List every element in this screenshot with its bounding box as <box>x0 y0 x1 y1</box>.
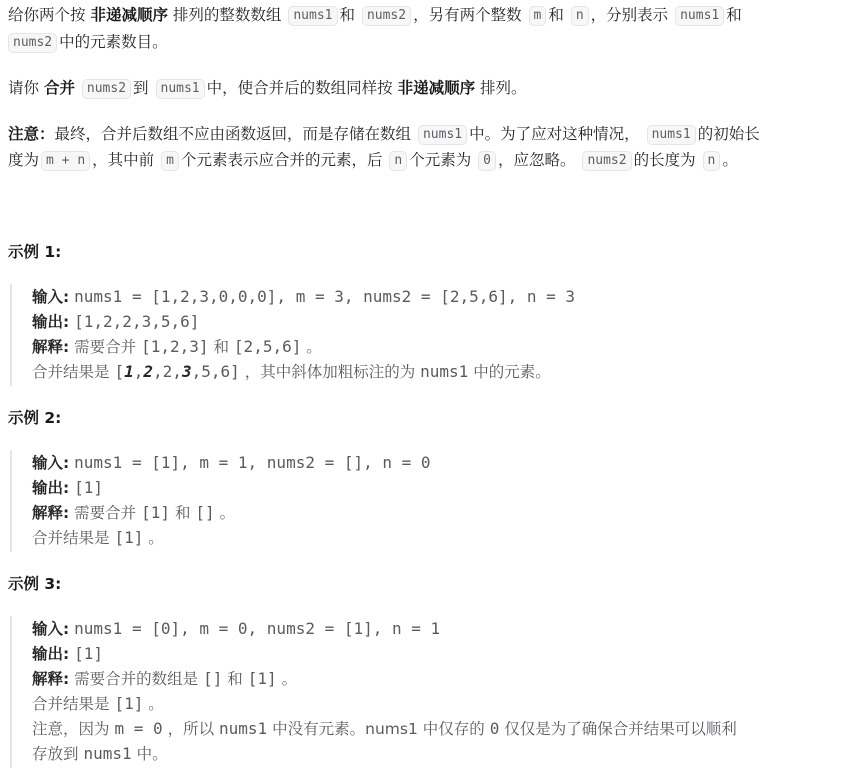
text: 存放到 <box>32 745 79 763</box>
note-label: 注意： <box>8 125 55 143</box>
text: 仅仅是为了确保合并结果可以顺利 <box>504 720 737 738</box>
inline-code-nums2: nums2 <box>362 6 411 26</box>
text: ，其中前 <box>92 151 155 169</box>
mono-text: nums1 <box>83 744 132 763</box>
inline-code-n: n <box>703 151 721 171</box>
text: 中没有元素。nums1 中仅存的 <box>272 720 485 738</box>
text: 请你 <box>8 79 40 97</box>
inline-code-nums1: nums1 <box>675 6 724 26</box>
inline-code-n: n <box>571 6 589 26</box>
text: 。 <box>306 338 322 356</box>
output-label: 输出: <box>32 645 70 663</box>
inline-code-nums1: nums1 <box>647 125 696 145</box>
mono-text: [2,5,6] <box>233 337 302 356</box>
text: 需要合并 <box>74 338 137 356</box>
text: 中，使合并后的数组同样按 <box>206 79 393 97</box>
text: 中。为了应对这种情况， <box>469 125 640 143</box>
example-3-title: 示例 3: <box>8 575 62 593</box>
text: 合并结果是 <box>32 695 110 713</box>
example-1-block <box>10 284 864 386</box>
text: 需要合并 <box>74 504 137 522</box>
text: 的长度为 <box>633 151 696 169</box>
text: 合并结果是 <box>32 529 110 547</box>
merged-result: [1,2,2,3,5,6] <box>114 362 240 381</box>
description-paragraph-1-cont <box>8 30 168 54</box>
bracket: [ <box>114 362 125 381</box>
non-decreasing-order-bold: 非递减顺序 <box>90 6 168 24</box>
text: 中。 <box>136 745 168 763</box>
explain-label: 解释: <box>32 504 70 522</box>
example-3-note-cont <box>32 741 168 766</box>
text: 和 <box>213 338 229 356</box>
text: 需要合并的数组是 <box>74 670 199 688</box>
text: 。 <box>148 529 164 547</box>
text: 和 <box>339 6 356 24</box>
inline-code-m-plus-n: m + n <box>41 151 90 171</box>
description-paragraph-1 <box>8 3 742 27</box>
bold-italic-element: 3 <box>181 362 192 381</box>
text: 最终，合并后数组不应由函数返回，而是存储在数组 <box>54 125 412 143</box>
bold-italic-element: 1 <box>124 362 134 381</box>
text: 给你两个按 <box>8 6 86 24</box>
mono-text: [1] <box>114 694 144 713</box>
text: 。 <box>281 670 298 688</box>
example-2-block <box>10 450 864 552</box>
text: 和 <box>174 504 191 522</box>
mono-text: [1] <box>141 503 170 522</box>
example-1-result <box>32 359 551 384</box>
inline-code-nums2: nums2 <box>582 151 631 171</box>
text: 个元素为 <box>409 151 472 169</box>
bold-italic-element: 2 <box>143 362 154 381</box>
text: 的初始长 <box>697 125 760 143</box>
mono-text: nums1 <box>219 719 268 738</box>
example-3-explain <box>32 666 297 691</box>
inline-code-m: m <box>529 6 547 26</box>
output-label: 输出: <box>32 313 70 331</box>
inline-code-zero: 0 <box>478 151 496 171</box>
example-input-value: nums1 = [1,2,3,0,0,0], m = 3, nums2 = [2,5,6], n = 3 <box>74 287 576 306</box>
inline-code-nums1: nums1 <box>156 79 205 99</box>
example-2-result <box>32 525 164 550</box>
example-2-explain <box>32 500 235 525</box>
description-paragraph-3 <box>8 122 760 146</box>
inline-code-nums1: nums1 <box>418 125 467 145</box>
text: 和 <box>227 670 243 688</box>
inline-code-nums2: nums2 <box>8 33 57 53</box>
mono-text: 0 <box>489 719 500 738</box>
mono-text: [] <box>203 669 223 688</box>
text: 排列的整数数组 <box>172 6 282 24</box>
example-3-result <box>32 691 164 716</box>
mono-text: [] <box>195 503 215 522</box>
text: 合并结果是 <box>32 363 110 381</box>
text: ，其中斜体加粗标注的为 <box>244 363 416 381</box>
example-2-input <box>32 450 431 475</box>
example-1-output <box>32 309 199 334</box>
text: ，应忽略。 <box>498 151 576 169</box>
text: 。 <box>148 695 164 713</box>
text: 和 <box>726 6 742 24</box>
mono-text: [1] <box>114 528 144 547</box>
example-output-value: [1,2,2,3,5,6] <box>74 312 200 331</box>
explain-label: 解释: <box>32 338 70 356</box>
input-label: 输入: <box>32 454 70 472</box>
text: 中的元素。 <box>473 363 551 381</box>
output-label: 输出: <box>32 479 70 497</box>
element: 2 <box>162 362 173 381</box>
example-input-value: nums1 = [0], m = 0, nums2 = [1], n = 1 <box>74 619 441 638</box>
description-paragraph-2 <box>8 76 527 100</box>
mono-text: m = 0 <box>114 719 163 738</box>
example-2-output <box>32 475 103 500</box>
description-paragraph-3-cont <box>8 148 738 172</box>
example-3-output <box>32 641 103 666</box>
input-label: 输入: <box>32 620 70 638</box>
text: ，另有两个整数 <box>413 6 522 24</box>
example-output-value: [1] <box>74 644 104 663</box>
example-2-title: 示例 2: <box>8 409 62 427</box>
inline-code-n: n <box>389 151 407 171</box>
example-output-value: [1] <box>74 478 104 497</box>
mono-text: nums1 <box>420 362 469 381</box>
explain-label: 解释: <box>32 670 70 688</box>
text: ，分别表示 <box>590 6 669 24</box>
example-3-note <box>32 716 737 741</box>
example-1-title: 示例 1: <box>8 243 62 261</box>
mono-text: [1] <box>247 669 277 688</box>
text: 。 <box>219 504 236 522</box>
merge-bold: 合并 <box>43 79 75 97</box>
example-3-block <box>10 616 864 768</box>
text: 度为 <box>8 151 40 169</box>
text: 到 <box>133 79 149 97</box>
text: ，所以 <box>167 720 215 738</box>
input-label: 输入: <box>32 288 70 306</box>
inline-code-nums1: nums1 <box>288 6 337 26</box>
inline-code-m: m <box>161 151 179 171</box>
mono-text: [1,2,3] <box>141 337 209 356</box>
element: 5,6] <box>201 362 240 381</box>
text: 中的元素数目。 <box>59 33 168 51</box>
text: 注意，因为 <box>32 720 110 738</box>
example-1-explain <box>32 334 322 359</box>
inline-code-nums2: nums2 <box>82 79 131 99</box>
text: 排列。 <box>480 79 527 97</box>
example-3-input <box>32 616 440 641</box>
example-1-input <box>32 284 575 309</box>
text: 个元素表示应合并的元素，后 <box>180 151 383 169</box>
non-decreasing-order-bold: 非递减顺序 <box>397 79 476 97</box>
example-input-value: nums1 = [1], m = 1, nums2 = [], n = 0 <box>74 453 431 472</box>
text: 和 <box>548 6 564 24</box>
text: 。 <box>722 151 738 169</box>
